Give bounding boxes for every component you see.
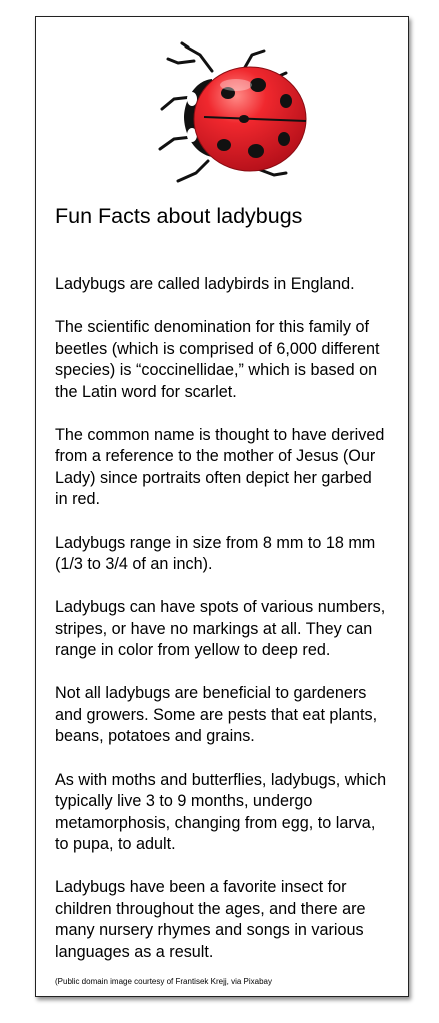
fact-paragraph: As with moths and butterflies, ladybugs, which typically live 3 to 9 months, undergo metamorphosis, changing from egg, to larva, to pupa, to adult. <box>55 770 387 854</box>
ladybug-image <box>148 41 308 191</box>
fact-paragraph: The common name is thought to have derived from a reference to the mother of Jesus (Our Lady) since portraits often depict her garbed in red. <box>55 425 385 509</box>
facts-list <box>55 274 405 985</box>
fact-paragraph: Ladybugs are called ladybirds in England. <box>55 275 355 293</box>
image-credit: (Public domain image courtesy of Frantisek Krejj, via Pixabay <box>55 977 272 986</box>
fact-paragraph: Ladybugs range in size from 8 mm to 18 mm (1/3 to 3/4 of an inch). <box>55 533 376 574</box>
fact-paragraph: The scientific denomination for this family of beetles (which is comprised of 6,000 different species) is “coccinellidae,” which is based on the Latin word for scarlet. <box>55 318 380 401</box>
fact-paragraph: Ladybugs can have spots of various numbers, stripes, or have no markings at all. They can range in color from yellow to deep red. <box>55 598 386 660</box>
fact-paragraph: Ladybugs have been a favorite insect for children throughout the ages, and there are many nursery rhymes and songs in various languages as a result. <box>55 878 366 961</box>
fact-paragraph: Not all ladybugs are beneficial to gardeners and growers. Some are pests that eat plants, beans, potatoes and grains. <box>55 684 378 746</box>
document-title: Fun Facts about ladybugs <box>55 204 303 228</box>
document-page <box>35 16 409 997</box>
